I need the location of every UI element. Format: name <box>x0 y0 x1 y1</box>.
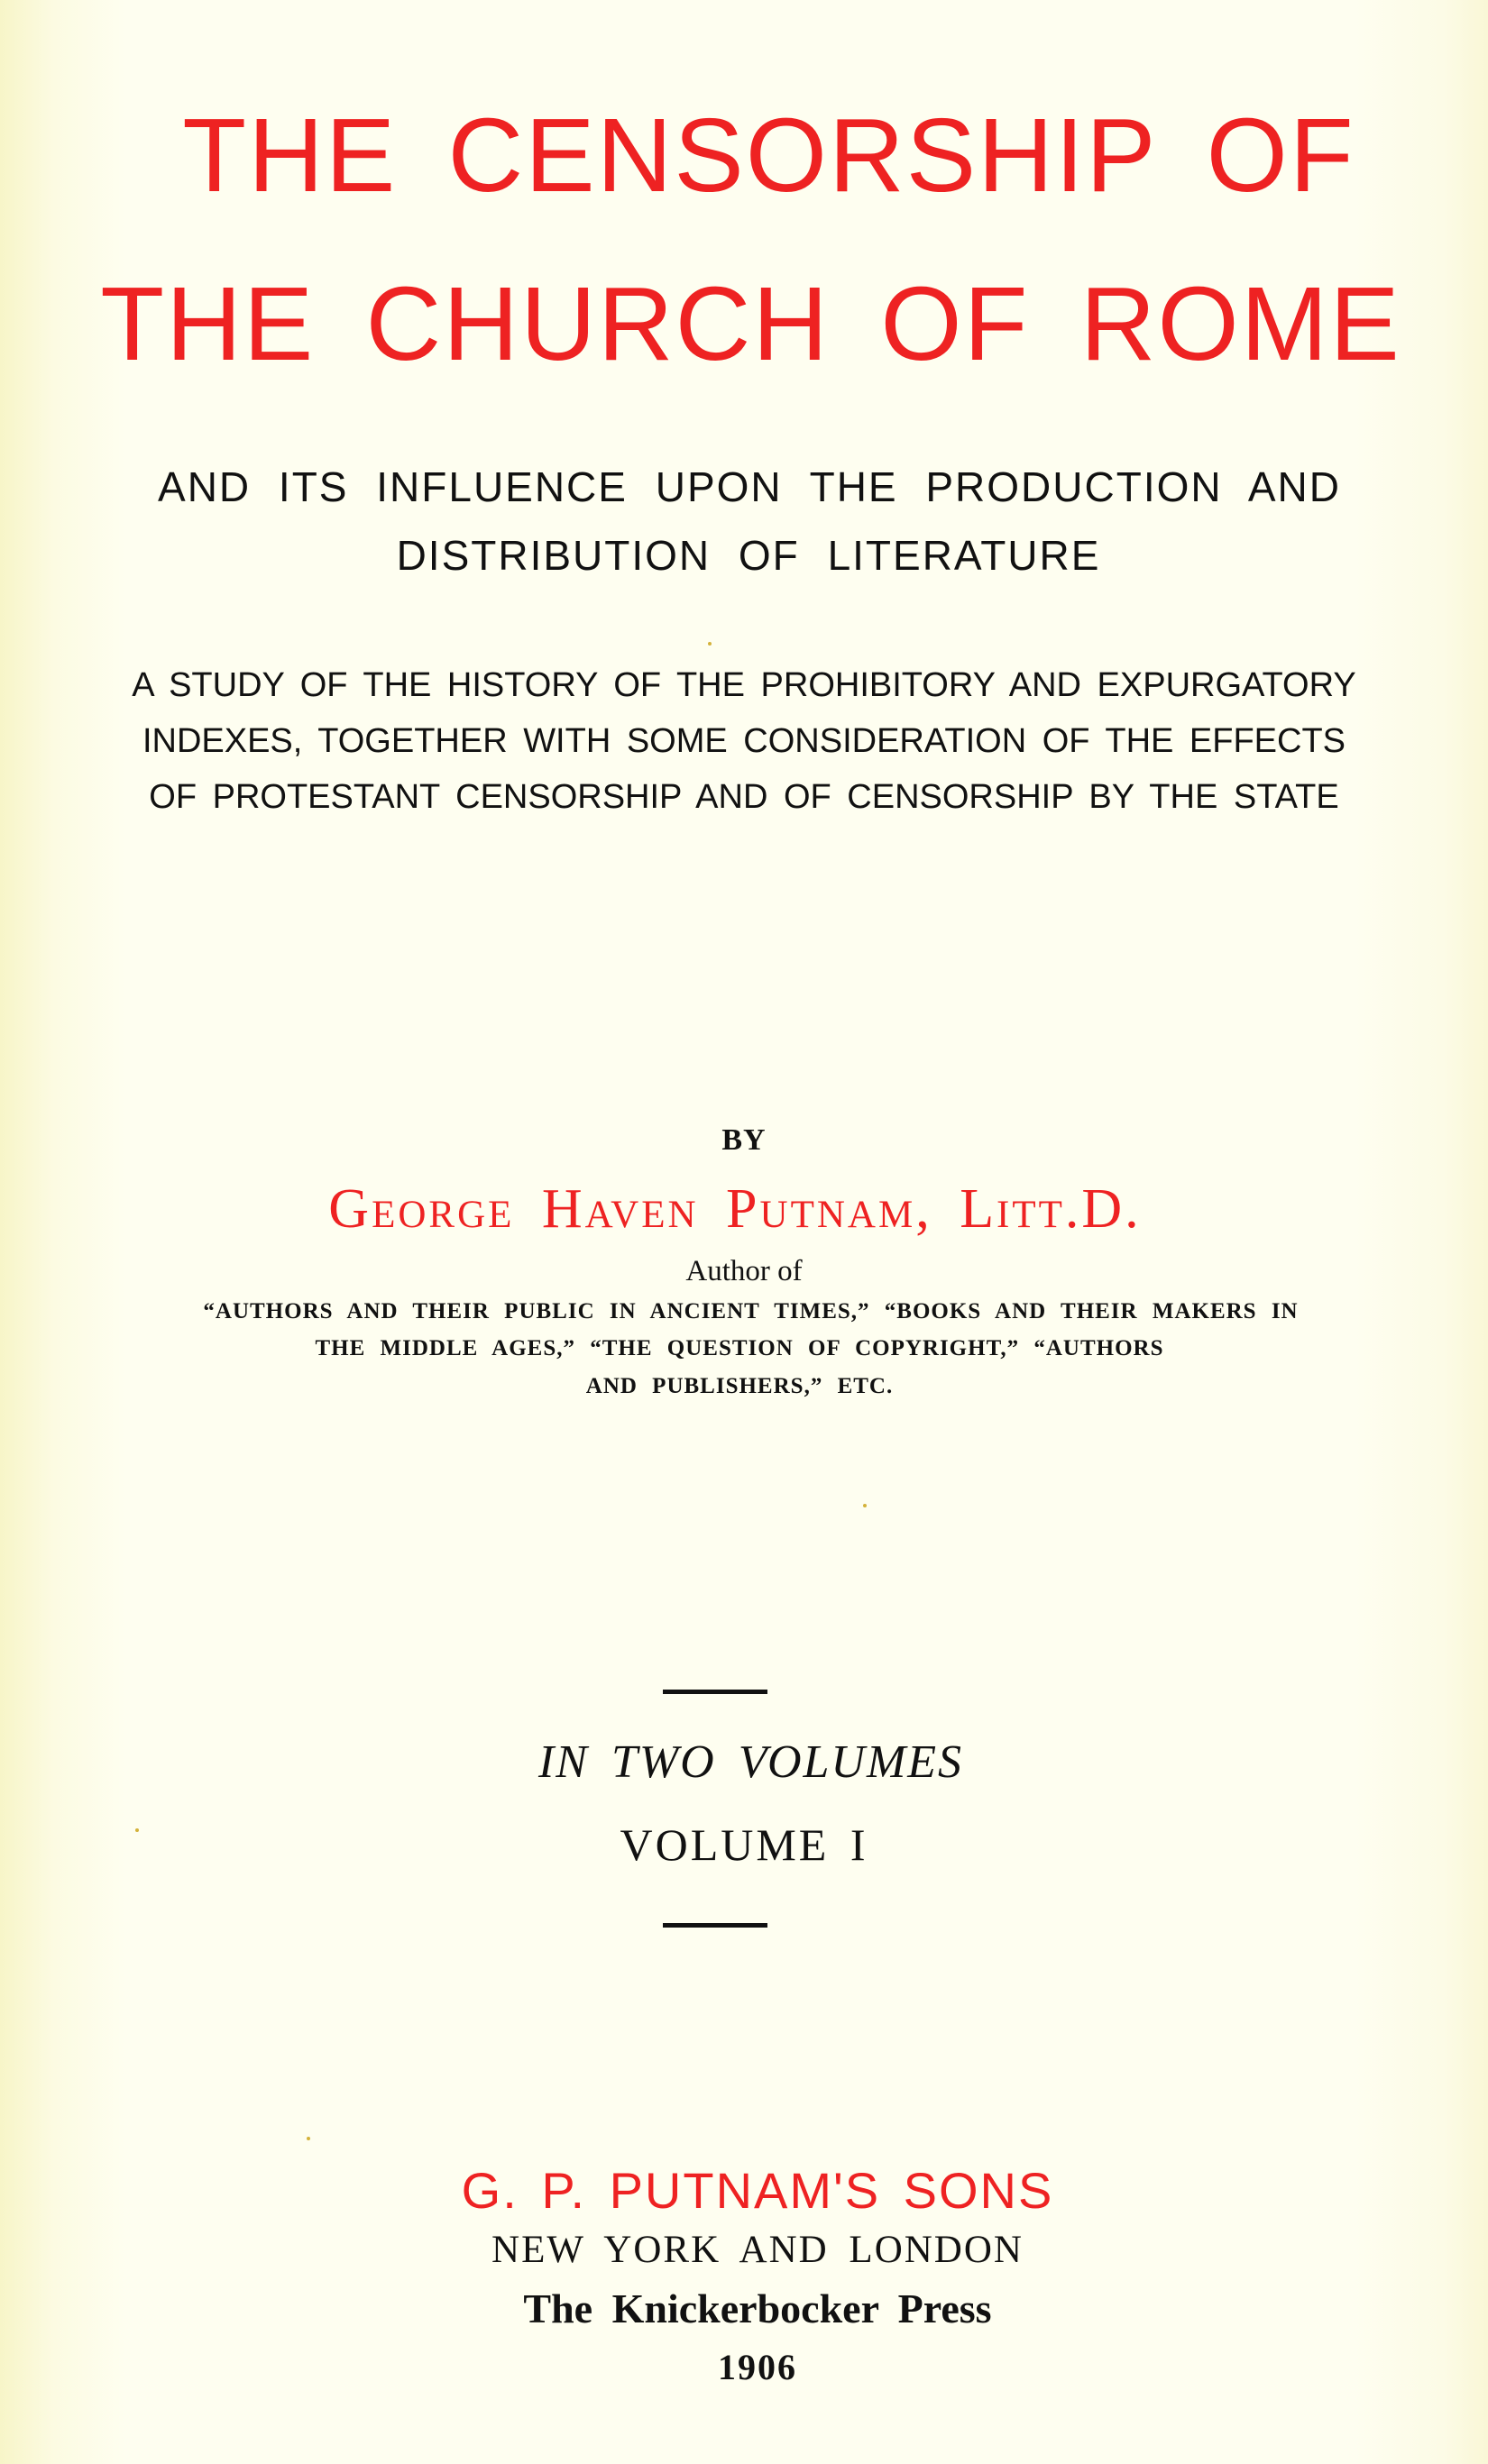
subtitle-line-1: AND ITS INFLUENCE UPON THE PRODUCTION AND <box>158 463 1341 510</box>
paper-speck <box>135 1828 139 1832</box>
description-line-2: INDEXES, TOGETHER WITH SOME CONSIDERATION OF THE EFFECTS <box>142 722 1346 760</box>
description-line-1: A STUDY OF THE HISTORY OF THE PROHIBITORY AND EXPURGATORY <box>132 666 1356 704</box>
publication-year: 1906 <box>718 2347 797 2387</box>
publisher-name: G. P. PUTNAM'S SONS <box>461 2162 1054 2219</box>
other-works-line-3: AND PUBLISHERS,” ETC. <box>585 1374 894 1398</box>
paper-speck <box>863 1504 867 1507</box>
author-of-label: Author of <box>685 1255 803 1287</box>
subtitle-line-2: DISTRIBUTION OF LITERATURE <box>396 532 1101 579</box>
author-name: George Haven Putnam, Litt.D. <box>328 1178 1142 1240</box>
by-label: BY <box>721 1123 767 1157</box>
press-name: The Knickerbocker Press <box>523 2285 992 2331</box>
title-line-2: THE CHURCH OF ROME <box>100 265 1401 382</box>
other-works-line-2: THE MIDDLE AGES,” “THE QUESTION OF COPYRIGHT,” “AUTHORS <box>315 1336 1164 1360</box>
description-line-3: OF PROTESTANT CENSORSHIP AND OF CENSORSHIP BY THE STATE <box>149 778 1339 816</box>
other-works-line-1: “AUTHORS AND THEIR PUBLIC IN ANCIENT TIMES,” “BOOKS AND THEIR MAKERS IN <box>203 1299 1299 1324</box>
divider-bottom <box>663 1923 767 1928</box>
paper-speck <box>307 2137 310 2140</box>
volume-number: VOLUME I <box>620 1819 868 1870</box>
volume-set-label: IN TWO VOLUMES <box>537 1736 964 1788</box>
publisher-cities: NEW YORK AND LONDON <box>491 2229 1024 2271</box>
divider-top <box>663 1690 767 1694</box>
title-line-1: THE CENSORSHIP OF <box>182 96 1355 214</box>
paper-speck <box>708 642 712 646</box>
